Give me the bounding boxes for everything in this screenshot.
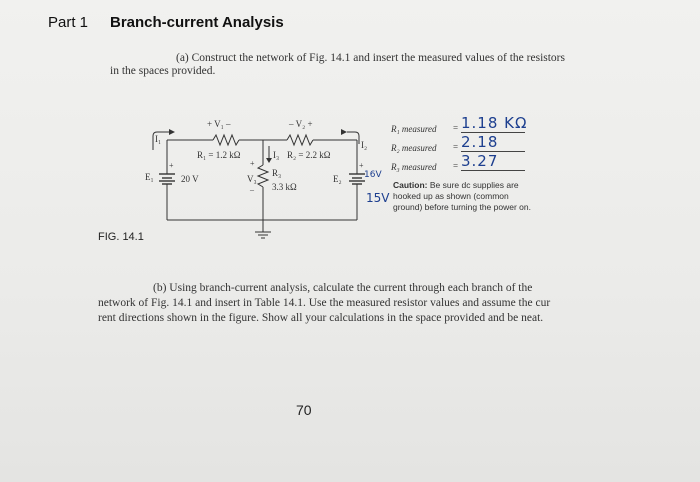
- handwritten-e2-value-alt: 15V: [366, 191, 390, 205]
- resistor-r3: [258, 165, 268, 187]
- r1-measured-label: R₁ measured: [391, 124, 437, 134]
- instruction-b-line2: network of Fig. 14.1 and insert in Table 14.1. Use the measured resistor values and assume the cur: [98, 297, 551, 309]
- instruction-a-line1: (a) Construct the network of Fig. 14.1 and insert the measured values of the resistors: [176, 52, 565, 64]
- caution-label: Caution:: [393, 180, 428, 190]
- r2-label: R₂ = 2.2 kΩ: [287, 150, 331, 160]
- r1-measured-value[interactable]: 1.18 KΩ: [461, 114, 528, 132]
- svg-text:+: +: [169, 161, 174, 170]
- figure-label: FIG. 14.1: [98, 231, 144, 243]
- r1-label: R₁ = 1.2 kΩ: [197, 150, 241, 160]
- v1-label: + V₁ –: [207, 119, 231, 129]
- measured-values: [391, 114, 591, 175]
- instruction-b: [98, 281, 668, 326]
- instruction-a: [110, 52, 630, 78]
- r3-measured-label: R₃ measured: [391, 162, 437, 172]
- circuit-diagram: [145, 110, 375, 250]
- r2-measured-label: R₂ measured: [391, 143, 437, 153]
- resistor-r1: [213, 135, 239, 145]
- section-title: Branch-current Analysis: [110, 14, 284, 31]
- instruction-b-line3: rent directions shown in the figure. Show all your calculations in the space provided and be neat.: [98, 312, 544, 324]
- instruction-b-line1: (b) Using branch-current analysis, calculate the current through each branch of the: [153, 282, 533, 294]
- r2-measured-value[interactable]: 2.18: [461, 133, 525, 152]
- handwritten-e2-value: 16V: [364, 170, 382, 180]
- svg-text:+: +: [359, 161, 364, 170]
- i1-label: I₁: [155, 134, 162, 144]
- r3-label: R₃: [272, 168, 282, 178]
- r3-measured-value[interactable]: 3.27: [461, 152, 525, 171]
- e1-value: 20 V: [181, 174, 199, 184]
- measured-row-r3: R₃ measured = 3.27: [391, 156, 591, 175]
- resistor-r2: [287, 135, 313, 145]
- r3-value: 3.3 kΩ: [272, 182, 297, 192]
- measured-row-r2: R₂ measured = 2.18: [391, 137, 591, 156]
- instruction-a-line2: in the spaces provided.: [110, 65, 216, 77]
- caution-text: Be sure dc supplies are hooked up as shown (common ground) before turning the power on.: [393, 180, 531, 212]
- e1-label: E₁: [145, 172, 154, 182]
- measured-row-r1: R₁ measured = 1.18 KΩ: [391, 114, 528, 134]
- i3-label: I₃: [273, 150, 280, 160]
- caution-note: [393, 180, 533, 213]
- e2-label: E₂: [333, 174, 342, 184]
- svg-text:–: –: [250, 185, 254, 194]
- page-header: [48, 14, 284, 31]
- i2-label: I₂: [361, 140, 368, 150]
- part-label: Part 1: [48, 14, 89, 31]
- v2-label: – V₂ +: [289, 119, 313, 129]
- v3-label: V₃: [247, 174, 257, 184]
- svg-text:+: +: [250, 159, 255, 168]
- page-number: 70: [296, 402, 312, 418]
